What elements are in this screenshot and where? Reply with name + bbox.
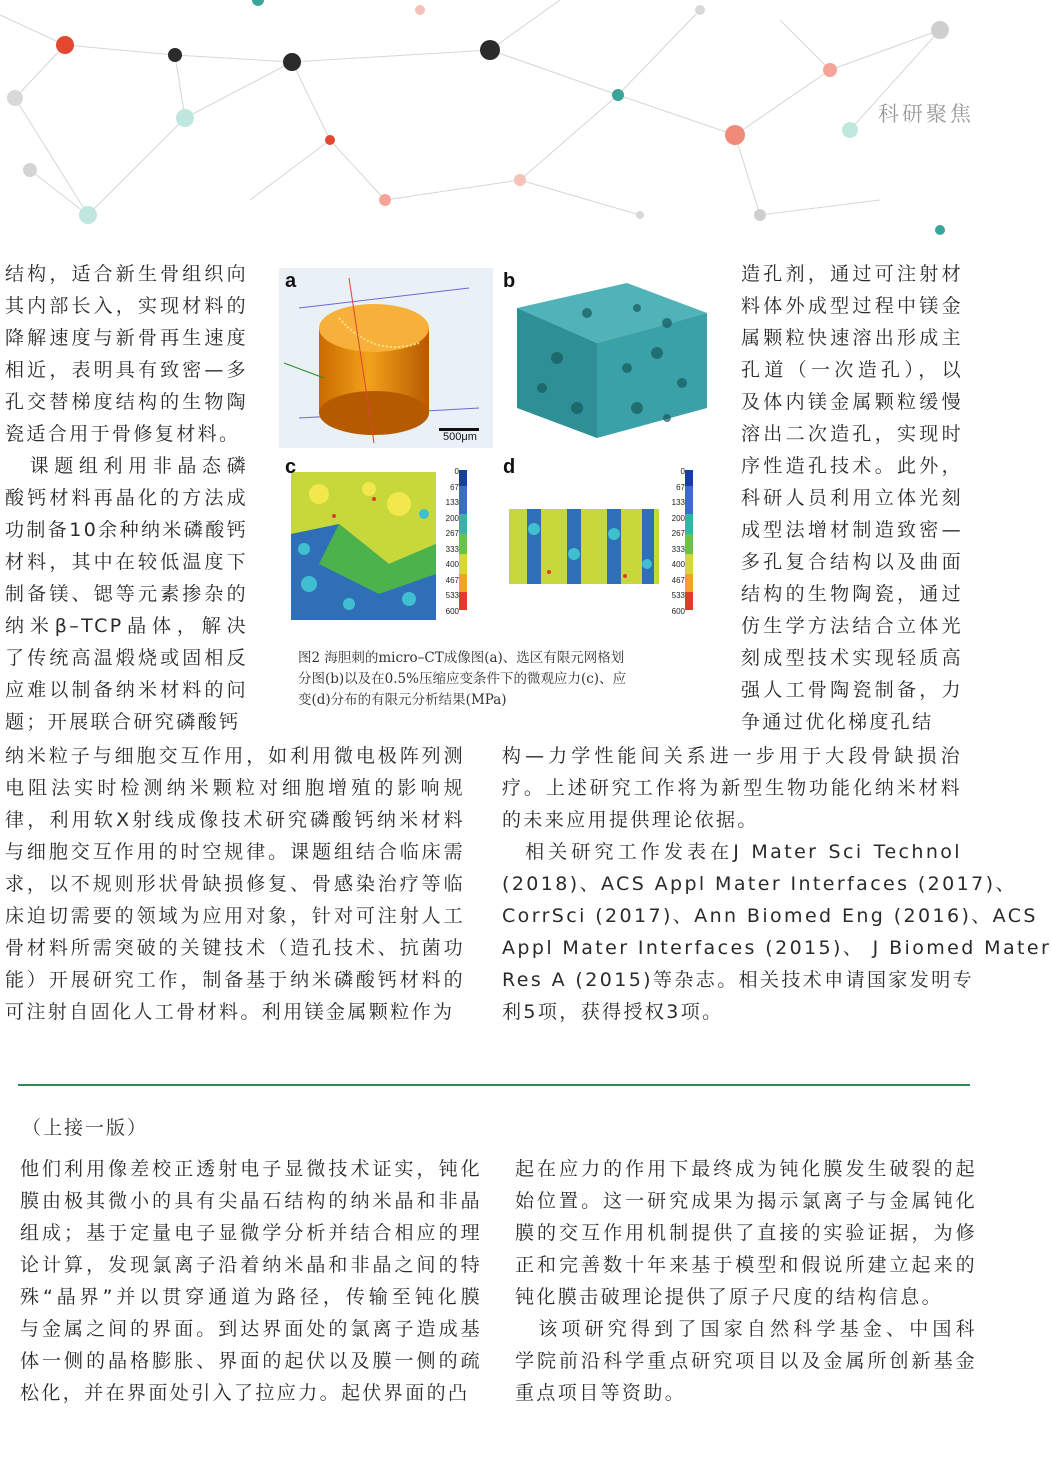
- strain-map-image: [497, 454, 719, 626]
- legend-tick: 133: [671, 498, 685, 507]
- section-tag: 科研聚焦: [878, 102, 974, 126]
- text-line: 体一侧的晶格膨胀、界面的起伏以及膜一侧的疏: [20, 1350, 482, 1372]
- text-line: 膜由极其微小的具有尖晶石结构的纳米晶和非晶: [20, 1190, 482, 1212]
- section-divider: [18, 1084, 970, 1086]
- text-line: 瓷适合用于骨修复材料。: [5, 423, 241, 445]
- text-line: 求，以不规则形状骨缺损修复、骨感染治疗等临: [5, 873, 465, 895]
- scale-bar-label: 500μm: [443, 431, 477, 443]
- legend-tick: 200: [445, 513, 459, 523]
- legend-tick: 67: [450, 482, 459, 492]
- network-banner: [0, 0, 980, 250]
- text-line: 属颗粒快速溶出形成主: [741, 327, 963, 349]
- continuation-right-column: [515, 1153, 977, 1409]
- microct-cylinder-image: [279, 268, 493, 448]
- legend-tick: 200: [671, 513, 685, 523]
- stress-map-image: [279, 454, 493, 626]
- text-line: 序性造孔技术。此外，: [741, 455, 963, 477]
- text-line: 仿生学方法结合立体光: [741, 615, 963, 637]
- text-line: Res A (2015)等杂志。相关技术申请国家发明专: [502, 969, 974, 991]
- continuation-left-column: [20, 1153, 482, 1409]
- text-line: CorrSci (2017)、Ann Biomed Eng (2016)、ACS: [502, 905, 1038, 927]
- text-line: 材料，其中在较低温度下: [5, 551, 248, 573]
- text-line: 始位置。这一研究成果为揭示氯离子与金属钝化: [515, 1190, 977, 1212]
- text-line: 料体外成型过程中镁金: [741, 295, 963, 317]
- text-line: 构—力学性能间关系进一步用于大段骨缺损治: [502, 745, 962, 767]
- panel-b-mesh: [497, 268, 719, 448]
- legend-tick: 67: [676, 482, 685, 492]
- caption-line: 图2 海胆刺的micro–CT成像图(a)、选区有限元网格划: [298, 650, 625, 666]
- text-line: 律，利用软X射线成像技术研究磷酸钙纳米材料: [5, 809, 465, 831]
- text-line: 学院前沿科学重点研究项目以及金属所创新基金: [515, 1350, 977, 1372]
- legend-d: [665, 464, 685, 619]
- text-line: 其内部长入，实现材料的: [5, 295, 248, 317]
- text-line: (2018)、ACS Appl Mater Interfaces (2017)、: [502, 873, 1017, 895]
- legend-tick: 133: [445, 498, 459, 507]
- text-line: 制备镁、锶等元素掺杂的: [5, 583, 248, 605]
- text-line: 造孔剂，通过可注射材: [741, 263, 963, 285]
- legend-tick: 533: [671, 591, 685, 600]
- panel-label-c: c: [285, 456, 297, 478]
- text-line: 酸钙材料再晶化的方法成: [5, 487, 248, 509]
- text-line: 该项研究得到了国家自然科学基金、中国科: [515, 1318, 977, 1340]
- text-line: 钝化膜击破理论提供了原子尺度的结构信息。: [515, 1286, 944, 1308]
- legend-tick: 400: [671, 560, 685, 569]
- figure-caption: [298, 648, 704, 711]
- text-line: 松化，并在界面处引入了拉应力。起伏界面的凸: [20, 1382, 470, 1404]
- text-line: 相关研究工作发表在J Mater Sci Technol: [502, 841, 962, 863]
- text-line: 床迫切需要的领域为应用对象，针对可注射人工: [5, 905, 465, 927]
- continuation-label: （上接一版）: [22, 1117, 149, 1139]
- legend-tick: 333: [671, 544, 685, 554]
- text-line: 殊“晶界”并以贯穿通道为路径，传输至钝化膜: [20, 1286, 482, 1308]
- text-line: 与细胞交互作用的时空规律。课题组结合临床需: [5, 841, 465, 863]
- text-line: 可注射自固化人工骨材料。利用镁金属颗粒作为: [5, 1001, 455, 1023]
- legend-tick: 267: [671, 529, 685, 538]
- text-line: 题；开展联合研究磷酸钙: [5, 711, 241, 733]
- text-line: 利5项，获得授权3项。: [502, 1001, 724, 1023]
- panel-d-strain: [497, 454, 719, 626]
- text-line: 了传统高温煅烧或固相反: [5, 647, 248, 669]
- text-line: 成型法增材制造致密—: [741, 519, 963, 541]
- text-line: 及体内镁金属颗粒缓慢: [741, 391, 963, 413]
- text-line: 刻成型技术实现轻质高: [741, 647, 963, 669]
- article-left-column: [5, 258, 248, 738]
- text-line: 重点项目等资助。: [515, 1382, 687, 1404]
- text-line: 纳米β–TCP晶体，解决: [5, 615, 248, 637]
- mesh-cube-image: [497, 268, 719, 448]
- panel-c-stress: [279, 454, 493, 626]
- legend-tick: 600: [671, 606, 685, 616]
- panel-label-d: d: [503, 456, 516, 478]
- text-line: 多孔复合结构以及曲面: [741, 551, 963, 573]
- text-line: 膜的交互作用机制提供了直接的实验证据，为修: [515, 1222, 977, 1244]
- panel-a-microct: [279, 268, 493, 448]
- legend-tick: 0: [680, 467, 685, 476]
- legend-tick: 0: [454, 467, 459, 476]
- text-line: 结构，适合新生骨组织向: [5, 263, 248, 285]
- text-line: 相近，表明具有致密—多: [5, 359, 248, 381]
- article-bottom-right: [502, 740, 1051, 1028]
- text-line: 强人工骨陶瓷制备，力: [741, 679, 963, 701]
- text-line: 课题组利用非晶态磷: [5, 455, 248, 477]
- legend-tick: 333: [445, 544, 459, 554]
- caption-line: 变(d)分布的有限元分析结果(MPa): [298, 692, 507, 708]
- article-bottom-left: [5, 740, 465, 1028]
- text-line: 疗。上述研究工作将为新型生物功能化纳米材料: [502, 777, 962, 799]
- text-line: 正和完善数十年来基于模型和假说所建立起来的: [515, 1254, 977, 1276]
- legend-c: [439, 464, 459, 619]
- text-line: 能）开展研究工作，制备基于纳米磷酸钙材料的: [5, 969, 465, 991]
- text-line: Appl Mater Interfaces (2015)、 J Biomed Mater: [502, 937, 1051, 959]
- text-line: 孔道（一次造孔），以: [741, 359, 963, 381]
- panel-label-a: a: [285, 270, 297, 292]
- text-line: 降解速度与新骨再生速度: [5, 327, 248, 349]
- text-line: 孔交替梯度结构的生物陶: [5, 391, 248, 413]
- legend-tick: 267: [445, 529, 459, 538]
- panel-label-b: b: [503, 270, 516, 292]
- text-line: 科研人员利用立体光刻: [741, 487, 963, 509]
- caption-line: 分图(b)以及在0.5%压缩应变条件下的微观应力(c)、应: [298, 671, 627, 687]
- legend-tick: 400: [445, 560, 459, 569]
- legend-tick: 467: [671, 575, 685, 585]
- text-line: 论计算，发现氯离子沿着纳米晶和非晶之间的特: [20, 1254, 482, 1276]
- text-line: 起在应力的作用下最终成为钝化膜发生破裂的起: [515, 1158, 977, 1180]
- text-line: 应难以制备纳米材料的问: [5, 679, 248, 701]
- text-line: 骨材料所需突破的关键技术（造孔技术、抗菌功: [5, 937, 465, 959]
- legend-tick: 467: [445, 575, 459, 585]
- text-line: 结构的生物陶瓷，通过: [741, 583, 963, 605]
- text-line: 组成；基于定量电子显微学分析并结合相应的理: [20, 1222, 482, 1244]
- text-line: 电阻法实时检测纳米颗粒对细胞增殖的影响规: [5, 777, 465, 799]
- text-line: 与金属之间的界面。到达界面处的氯离子造成基: [20, 1318, 482, 1340]
- text-line: 他们利用像差校正透射电子显微技术证实，钝化: [20, 1158, 482, 1180]
- text-line: 溶出二次造孔，实现时: [741, 423, 963, 445]
- text-line: 争通过优化梯度孔结: [741, 711, 934, 733]
- text-line: 的未来应用提供理论依据。: [502, 809, 759, 831]
- legend-tick: 533: [445, 591, 459, 600]
- article-right-column: [741, 258, 963, 738]
- legend-tick: 600: [445, 606, 459, 616]
- text-line: 功制备10余种纳米磷酸钙: [5, 519, 248, 541]
- text-line: 纳米粒子与细胞交互作用，如利用微电极阵列测: [5, 745, 465, 767]
